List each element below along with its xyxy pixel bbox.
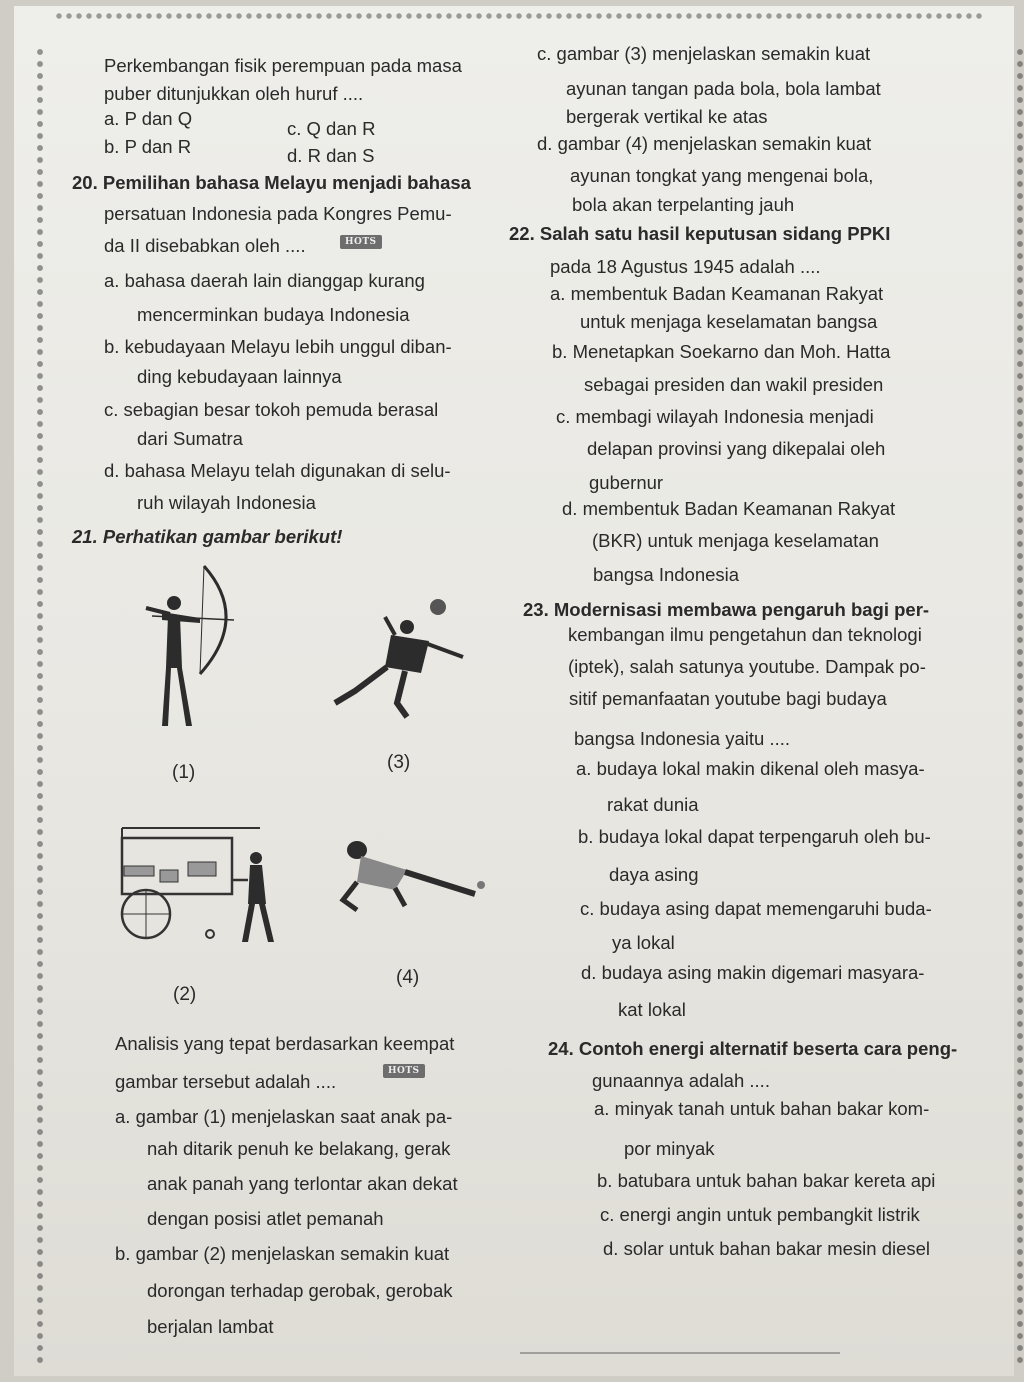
text-line: por minyak xyxy=(624,1138,715,1159)
text-line: b. batubara untuk bahan bakar kereta api xyxy=(597,1170,936,1191)
hots-badge: HOTS xyxy=(340,235,382,249)
text-line: anak panah yang terlontar akan dekat xyxy=(147,1173,458,1194)
text-line: da II disebabkan oleh .... xyxy=(104,235,306,256)
text-line: d. gambar (4) menjelaskan semakin kuat xyxy=(537,133,872,154)
figure-caption: (2) xyxy=(173,984,197,1005)
text-line: c. budaya asing dapat memengaruhi buda- xyxy=(580,898,932,919)
text-line: (iptek), salah satunya youtube. Dampak po- xyxy=(568,656,926,677)
text-line: pada 18 Agustus 1945 adalah .... xyxy=(550,256,821,277)
text-line: Perkembangan fisik perempuan pada masa xyxy=(104,55,462,76)
text-line: d. solar untuk bahan bakar mesin diesel xyxy=(603,1238,931,1259)
text-line: daya asing xyxy=(609,864,699,885)
text-line: ayunan tongkat yang mengenai bola, xyxy=(570,165,874,186)
text-line: nah ditarik penuh ke belakang, gerak xyxy=(147,1138,451,1159)
text-line: d. budaya asing makin digemari masyara- xyxy=(581,962,925,983)
text-line: mencerminkan budaya Indonesia xyxy=(137,304,410,325)
text-line: a. budaya lokal makin dikenal oleh masya- xyxy=(576,758,925,779)
text-line: ding kebudayaan lainnya xyxy=(137,366,342,387)
text-line: gunaannya adalah .... xyxy=(592,1070,770,1091)
spiral-binding-left xyxy=(34,46,46,1366)
figure-baseball-illustration xyxy=(335,830,495,920)
text-line: dorongan terhadap gerobak, gerobak xyxy=(147,1280,453,1301)
divider xyxy=(520,1352,840,1354)
figure-caption: (4) xyxy=(396,967,420,988)
text-line: b. gambar (2) menjelaskan semakin kuat xyxy=(115,1243,450,1264)
text-line: 20. Pemilihan bahasa Melayu menjadi bahasa xyxy=(72,172,471,193)
text-line: rakat dunia xyxy=(607,794,699,815)
text-line: sebagai presiden dan wakil presiden xyxy=(584,374,884,395)
text-line: d. bahasa Melayu telah digunakan di selu- xyxy=(104,460,451,481)
text-line: a. bahasa daerah lain dianggap kurang xyxy=(104,270,425,291)
spiral-binding-right xyxy=(1014,46,1024,1366)
text-line: Analisis yang tepat berdasarkan keempat xyxy=(115,1033,455,1054)
figure-volleyball-illustration xyxy=(325,595,475,725)
figure-caption: (3) xyxy=(387,752,411,773)
text-line: c. Q dan R xyxy=(287,118,376,139)
text-line: kembangan ilmu pengetahun dan teknologi xyxy=(568,624,922,645)
text-line: dengan posisi atlet pemanah xyxy=(147,1208,384,1229)
figure-cart-illustration xyxy=(110,818,280,948)
text-line: bergerak vertikal ke atas xyxy=(566,106,768,127)
text-line: bangsa Indonesia yaitu .... xyxy=(574,728,790,749)
text-line: a. minyak tanah untuk bahan bakar kom- xyxy=(594,1098,930,1119)
text-line: delapan provinsi yang dikepalai oleh xyxy=(587,438,886,459)
text-line: 21. Perhatikan gambar berikut! xyxy=(72,526,343,547)
text-line: 22. Salah satu hasil keputusan sidang PPKI xyxy=(509,223,891,244)
text-line: persatuan Indonesia pada Kongres Pemu- xyxy=(104,203,452,224)
text-line: a. gambar (1) menjelaskan saat anak pa- xyxy=(115,1106,453,1127)
text-line: ya lokal xyxy=(612,932,675,953)
spiral-binding-top xyxy=(54,10,984,22)
text-line: d. R dan S xyxy=(287,145,375,166)
hots-badge: HOTS xyxy=(383,1064,425,1078)
text-line: c. sebagian besar tokoh pemuda berasal xyxy=(104,399,439,420)
text-line: sitif pemanfaatan youtube bagi budaya xyxy=(569,688,887,709)
text-line: a. P dan Q xyxy=(104,108,193,129)
text-line: b. budaya lokal dapat terpengaruh oleh bu- xyxy=(578,826,931,847)
text-line: d. membentuk Badan Keamanan Rakyat xyxy=(562,498,896,519)
text-line: berjalan lambat xyxy=(147,1316,274,1337)
text-line: gambar tersebut adalah .... xyxy=(115,1071,337,1092)
text-line: dari Sumatra xyxy=(137,428,243,449)
figure-archer-illustration xyxy=(140,558,250,730)
text-line: b. kebudayaan Melayu lebih unggul diban- xyxy=(104,336,452,357)
text-line: ayunan tangan pada bola, bola lambat xyxy=(566,78,881,99)
text-line: bangsa Indonesia xyxy=(593,564,740,585)
text-line: c. energi angin untuk pembangkit listrik xyxy=(600,1204,920,1225)
text-line: kat lokal xyxy=(618,999,686,1020)
text-line: 23. Modernisasi membawa pengaruh bagi per- xyxy=(523,599,930,620)
text-line: gubernur xyxy=(589,472,664,493)
text-line: c. gambar (3) menjelaskan semakin kuat xyxy=(537,43,871,64)
text-line: ruh wilayah Indonesia xyxy=(137,492,316,513)
text-line: b. Menetapkan Soekarno dan Moh. Hatta xyxy=(552,341,891,362)
text-line: bola akan terpelanting jauh xyxy=(572,194,795,215)
text-line: a. membentuk Badan Keamanan Rakyat xyxy=(550,283,884,304)
text-line: 24. Contoh energi alternatif beserta cara peng- xyxy=(548,1038,958,1059)
figure-caption: (1) xyxy=(172,762,196,783)
text-line: puber ditunjukkan oleh huruf .... xyxy=(104,83,364,104)
text-line: untuk menjaga keselamatan bangsa xyxy=(580,311,878,332)
text-line: c. membagi wilayah Indonesia menjadi xyxy=(556,406,874,427)
text-line: (BKR) untuk menjaga keselamatan xyxy=(592,530,879,551)
text-line: b. P dan R xyxy=(104,136,192,157)
